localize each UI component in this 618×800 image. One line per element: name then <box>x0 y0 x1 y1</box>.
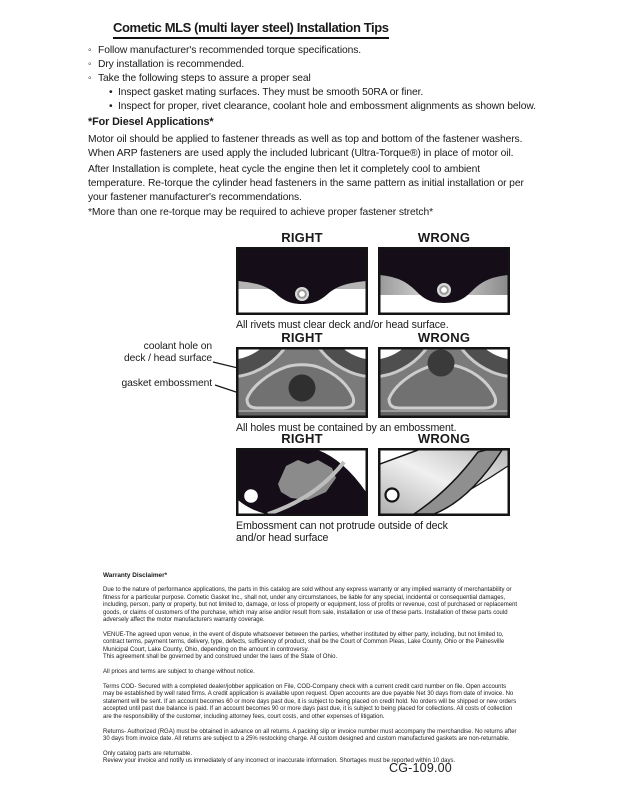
embossment-right-illustration <box>236 448 368 516</box>
bolt-hole <box>244 489 258 503</box>
holes-right-illustration <box>236 347 368 418</box>
warranty-paragraph: Only catalog parts are returnable. <box>103 750 193 757</box>
right-label: RIGHT <box>281 230 323 245</box>
wrong-label: WRONG <box>417 431 471 446</box>
page-number: CG-109.00 <box>389 761 452 775</box>
embossment-wrong-illustration <box>378 448 510 516</box>
tip-text: Inspect for proper, rivet clearance, coolant hole and embossment alignments as shown below. <box>118 101 536 112</box>
tip-text: Dry installation is recommended. <box>98 59 245 70</box>
rivet-clearance-diagram <box>236 230 510 331</box>
retorque-note: *More than one re-torque may be required to achieve proper fastener stretch* <box>88 207 433 218</box>
open-bullet-icon: ◦ <box>88 73 92 84</box>
warranty-paragraph: This agreement shall be governed by and construed under the laws of the State of Ohio. <box>103 654 338 661</box>
tip-text: Take the following steps to assure a proper seal <box>98 73 311 84</box>
warranty-paragraph: Returns- Authorized (RGA) must be obtained in advance on all returns. A packing slip or invoice number must accompany the merchandise. No returns after 30 days from invoice date. All returns are subject to a 25% restocking charge. All custom designed and custom manufactured gaskets are non-returnable. <box>103 728 517 742</box>
wrong-label: WRONG <box>417 330 471 345</box>
diesel-heading: *For Diesel Applications* <box>88 116 214 128</box>
embossment-caption-line2: and/or head surface <box>236 532 329 544</box>
diesel-paragraph-1: Motor oil should be applied to fastener threads as well as top and bottom of the fastener washers. When ARP fasteners are used apply the included lubricant (Ultra-Torque®) in place of motor oil. <box>88 134 523 159</box>
open-bullet-icon: ◦ <box>88 59 92 70</box>
bolt-hole <box>386 489 399 502</box>
coolant-hole <box>289 375 316 402</box>
coolant-hole-label <box>106 341 212 364</box>
coolant-hole-diagram <box>236 330 510 434</box>
list-item <box>88 44 568 58</box>
embossment-caption <box>236 520 510 544</box>
wrong-label: WRONG <box>417 230 471 245</box>
page-title: Cometic MLS (multi layer steel) Installation Tips <box>113 20 389 39</box>
warranty-paragraph: Due to the nature of performance applications, the parts in this catalog are sold without any express warranty or any implied warranty of merchantability or fitness for a particular purpose. Cometic Gasket Inc., shall not, under any circumstances, be liable for any special, incidental or consequential damages, including, person, party or property, but not limited to, damage, or loss of property or equipment, loss of profits or revenue, cost of purchased or replacement goods, or claims of customers of the purchase, which may arise and/or result from sale, installation or use of these parts. Installation of these parts could adversely affect the motor manufacturers warranty coverage. <box>103 587 518 624</box>
holes-wrong-illustration <box>378 347 510 418</box>
embossment-caption-line1: Embossment can not protrude outside of deck <box>236 520 448 532</box>
diesel-paragraph-2: After Installation is complete, heat cycle the engine then let it completely cool to ambient temperature. Re-torque the cylinder head fasteners in the same pattern as initial installation or per your fastener manufacturer's recommendations. <box>88 164 524 203</box>
list-item <box>109 100 568 114</box>
rivet-right-illustration <box>236 247 368 315</box>
rivet-wrong-illustration <box>378 247 510 315</box>
list-item <box>109 86 568 100</box>
warranty-paragraph: Review your invoice and notify us immediately of any incorrect or inaccurate information. Shortages must be reported within 10 days. <box>103 758 456 765</box>
warranty-heading: Warranty Disclaimer* <box>103 572 168 579</box>
embossment-protrusion-diagram <box>236 431 510 544</box>
rivet-caption: All rivets must clear deck and/or head surface. <box>236 319 449 331</box>
warranty-paragraph: VENUE-The agreed upon venue, in the event of dispute whatsoever between the parties, whether instituted by either party, including, but not limited to, contract terms, payment terms, delivery, type, defects, sufficiency of product, shall be the Court of Common Pleas, Lake County, Ohio or the Painesville Municipal Court, Lake County, Ohio, depending on the amount in controversy. <box>103 631 505 653</box>
warranty-paragraph: Terms COD- Secured with a completed dealer/jobber application on File, COD-Company check with a current credit card number on file. Open accounts may be established by well rated firms. A credit application is available upon request. Open accounts are due payable Net 30 days from date of invoice. No statement will be sent. If an account becomes 60 or more days past due, it is subject to being placed on credit hold. No orders will be shipped or new orders accepted until past due balance is paid. If an account becomes 90 or more days past due, it is subject to being placed for collections. All costs of collection are the responsibility of the customer, including attorney fees, court costs, and other expenses of litigation. <box>103 683 517 720</box>
gasket-embossment-label: gasket embossment <box>121 378 212 389</box>
right-label: RIGHT <box>281 330 323 345</box>
holes-caption: All holes must be contained by an embossment. <box>236 422 457 434</box>
list-item <box>88 58 568 72</box>
coolant-hole <box>428 350 455 377</box>
coolant-hole-label-line1: coolant hole on <box>143 341 212 352</box>
warranty-paragraph: All prices and terms are subject to change without notice. <box>103 669 255 676</box>
open-bullet-icon: ◦ <box>88 45 92 56</box>
tip-text: Follow manufacturer's recommended torque specifications. <box>98 45 362 56</box>
warranty-disclaimer <box>103 572 519 773</box>
coolant-hole-label-line2: deck / head surface <box>124 352 212 364</box>
bullet-icon: • <box>109 101 113 112</box>
list-item <box>88 72 568 86</box>
installation-tips-list <box>88 44 568 114</box>
right-label: RIGHT <box>281 431 323 446</box>
tip-text: Inspect gasket mating surfaces. They must be smooth 50RA or finer. <box>118 87 424 98</box>
bullet-icon: • <box>109 87 113 98</box>
